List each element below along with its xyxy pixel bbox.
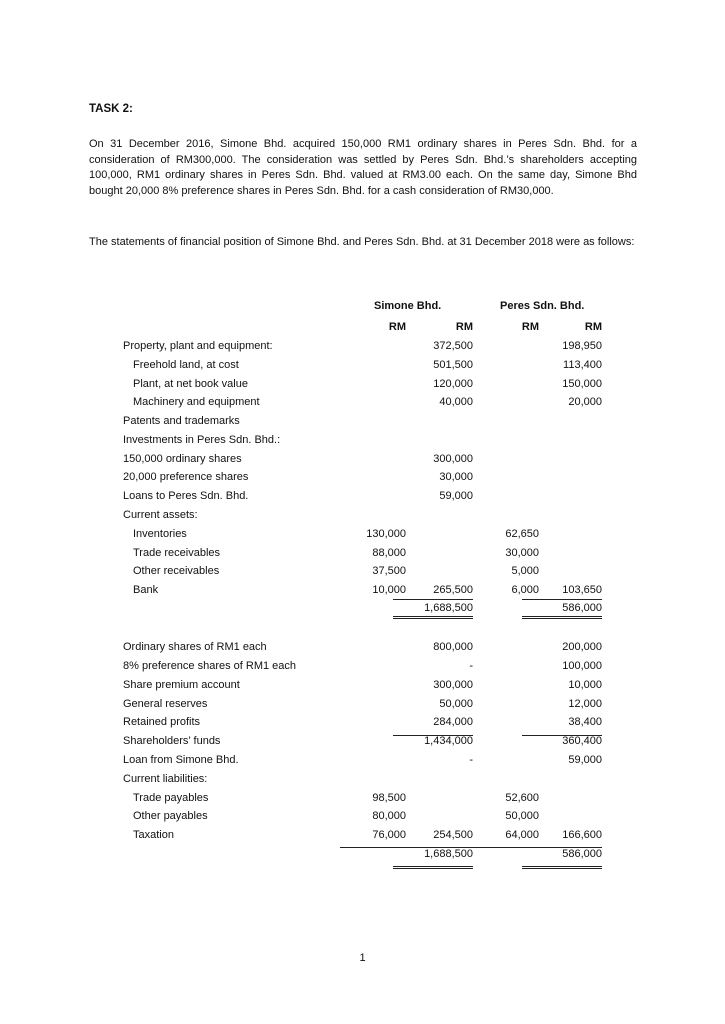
amount-c4: 586,000 — [562, 848, 602, 860]
amount-c2: 40,000 — [439, 396, 473, 408]
amount-c4: 360,400 — [562, 735, 602, 747]
company-header-peres: Peres Sdn. Bhd. — [500, 300, 585, 312]
amount-c4: 586,000 — [562, 602, 602, 614]
row-label: Other payables — [133, 810, 208, 822]
page-number: 1 — [359, 952, 366, 964]
amount-c2: 284,000 — [433, 716, 473, 728]
amount-c3: 30,000 — [505, 547, 539, 559]
amount-c2: 30,000 — [439, 471, 473, 483]
amount-c2: 120,000 — [433, 378, 473, 390]
amount-c4: 166,600 — [562, 829, 602, 841]
amount-c3: 6,000 — [511, 584, 539, 596]
amount-c1: 76,000 — [372, 829, 406, 841]
amount-c1: 10,000 — [372, 584, 406, 596]
amount-c3: 50,000 — [505, 810, 539, 822]
amount-c4: 198,950 — [562, 340, 602, 352]
subtotal-rule — [522, 735, 602, 736]
amount-c3: 64,000 — [505, 829, 539, 841]
task-title: TASK 2: — [89, 103, 133, 115]
row-label: Inventories — [133, 528, 187, 540]
amount-c4: 10,000 — [568, 679, 602, 691]
row-label: Taxation — [133, 829, 174, 841]
row-label: 150,000 ordinary shares — [123, 453, 242, 465]
amount-c4: 20,000 — [568, 396, 602, 408]
row-label: General reserves — [123, 698, 208, 710]
row-label: Trade payables — [133, 792, 209, 804]
total-double-rule — [522, 616, 602, 619]
amount-c4: 113,400 — [563, 359, 602, 371]
statement-intro-paragraph: The statements of financial position of Simone Bhd. and Peres Sdn. Bhd. at 31 December 2018 were as follows: — [89, 236, 635, 248]
amount-c1: 37,500 — [372, 565, 406, 577]
row-label: Current assets: — [123, 509, 198, 521]
subtotal-rule — [340, 847, 602, 848]
row-label: Machinery and equipment — [133, 396, 260, 408]
amount-c2: 1,434,000 — [424, 735, 473, 747]
row-label: 20,000 preference shares — [123, 471, 249, 483]
amount-c1: 98,500 — [372, 792, 406, 804]
row-label: Share premium account — [123, 679, 240, 691]
amount-c4: 200,000 — [562, 641, 602, 653]
row-label: Retained profits — [123, 716, 201, 728]
row-label: Trade receivables — [133, 547, 221, 559]
row-label: Shareholders’ funds — [123, 735, 221, 747]
amount-c2: 1,688,500 — [424, 848, 473, 860]
subtotal-rule — [522, 599, 602, 600]
intro-paragraph: On 31 December 2016, Simone Bhd. acquired 150,000 RM1 ordinary shares in Peres Sdn. Bhd. for a consideration of RM300,000. The consideration was settled by Peres Sdn. Bhd.’s shareholders accepting 100,000, RM1 ordinary shares in Peres Sdn. Bhd. valued at RM3.00 each. On the same day, Simone Bhd bought 20,000 8% preference shares in Peres Sdn. Bhd. for a cash consideration of RM30,000. — [89, 138, 637, 197]
amount-c4: 59,000 — [568, 754, 602, 766]
row-label: Property, plant and equipment: — [123, 340, 273, 352]
total-double-rule — [393, 866, 473, 869]
amount-c2: 300,000 — [433, 679, 473, 691]
amount-c2: 501,500 — [433, 359, 473, 371]
amount-c3: 5,000 — [511, 565, 539, 577]
amount-c4: 100,000 — [562, 660, 602, 672]
amount-c3: 52,600 — [505, 792, 539, 804]
amount-c2: 265,500 — [433, 584, 473, 596]
amount-c2: 800,000 — [433, 641, 473, 653]
row-label: Loan from Simone Bhd. — [123, 754, 239, 766]
row-label: Bank — [133, 584, 159, 596]
amount-c2: 300,000 — [433, 453, 473, 465]
row-label: Current liabilities: — [123, 773, 208, 785]
amount-c4: 12,000 — [568, 698, 602, 710]
row-label: Plant, at net book value — [133, 378, 248, 390]
amount-c2: 50,000 — [439, 698, 473, 710]
amount-c1: 130,000 — [366, 528, 406, 540]
currency-header: RM — [388, 321, 406, 333]
row-label: 8% preference shares of RM1 each — [123, 660, 297, 672]
amount-c4: 150,000 — [562, 378, 602, 390]
row-label: Loans to Peres Sdn. Bhd. — [123, 490, 249, 502]
total-double-rule — [522, 866, 602, 869]
row-label: Ordinary shares of RM1 each — [123, 641, 267, 653]
row-label: Other receivables — [133, 565, 220, 577]
currency-header: RM — [584, 321, 602, 333]
company-header-simone: Simone Bhd. — [374, 300, 442, 312]
total-double-rule — [393, 616, 473, 619]
amount-c2: - — [469, 754, 473, 766]
amount-c2: 59,000 — [439, 490, 473, 502]
amount-c1: 80,000 — [372, 810, 406, 822]
amount-c2: 1,688,500 — [424, 602, 473, 614]
amount-c4: 38,400 — [568, 716, 602, 728]
amount-c2: 372,500 — [433, 340, 473, 352]
currency-header: RM — [521, 321, 539, 333]
subtotal-rule — [393, 599, 473, 600]
row-label: Investments in Peres Sdn. Bhd.: — [123, 434, 281, 446]
amount-c2: 254,500 — [433, 829, 473, 841]
amount-c1: 88,000 — [372, 547, 406, 559]
amount-c4: 103,650 — [562, 584, 602, 596]
row-label: Patents and trademarks — [123, 415, 240, 427]
amount-c2: - — [469, 660, 473, 672]
currency-header: RM — [455, 321, 473, 333]
subtotal-rule — [393, 735, 473, 736]
amount-c3: 62,650 — [505, 528, 539, 540]
row-label: Freehold land, at cost — [133, 359, 239, 371]
